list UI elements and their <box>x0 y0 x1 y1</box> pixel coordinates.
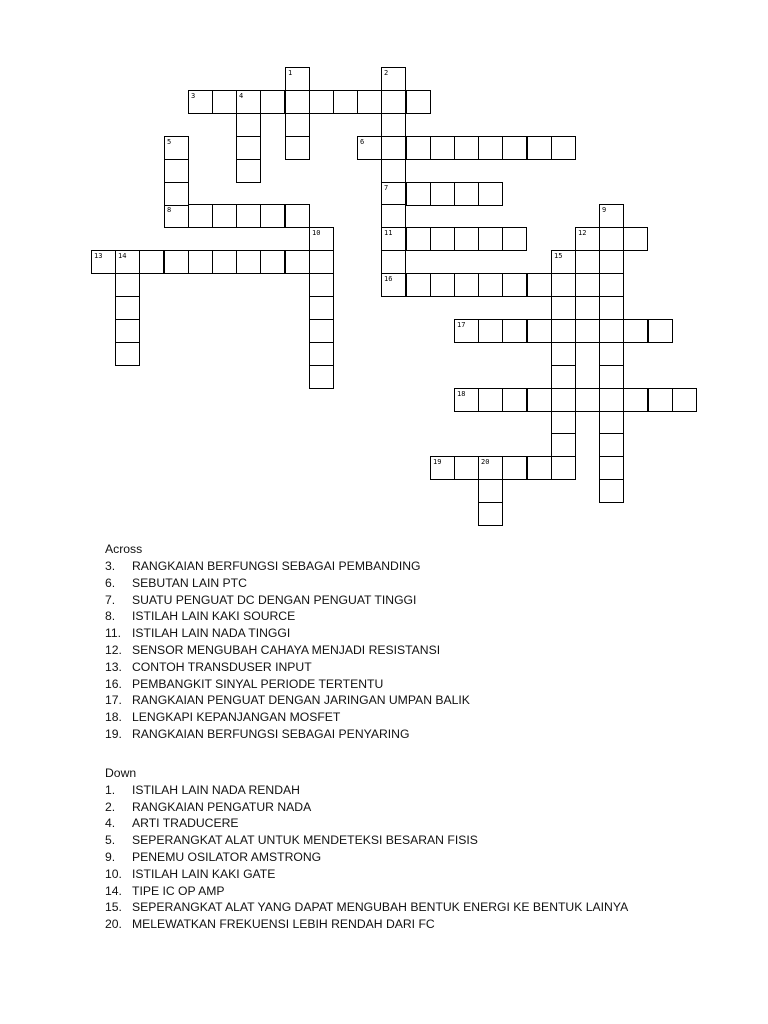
grid-cell[interactable] <box>164 136 189 160</box>
grid-cell[interactable] <box>527 319 552 343</box>
grid-cell[interactable] <box>599 273 624 297</box>
grid-cell[interactable] <box>309 250 334 274</box>
grid-cell[interactable] <box>454 182 479 206</box>
cell-number: 10 <box>312 229 321 237</box>
grid-cell[interactable] <box>236 90 261 114</box>
grid-cell[interactable] <box>478 319 503 343</box>
down-clue <box>105 832 725 849</box>
grid-cell[interactable] <box>236 136 261 160</box>
grid-cell[interactable] <box>188 90 213 114</box>
grid-cell[interactable] <box>551 319 576 343</box>
grid-cell[interactable] <box>527 136 552 160</box>
grid-cell[interactable] <box>599 319 624 343</box>
grid-cell[interactable] <box>430 136 455 160</box>
down-clue <box>105 849 725 866</box>
clue-text: ISTILAH LAIN KAKI SOURCE <box>132 609 296 624</box>
clue-text: SEBUTAN LAIN PTC <box>132 575 247 590</box>
across-clue <box>105 592 725 609</box>
clue-number: 18. <box>105 710 122 725</box>
cell-number: 19 <box>433 458 442 466</box>
grid-cell[interactable] <box>551 273 576 297</box>
clue-text: ISTILAH LAIN NADA TINGGI <box>132 626 291 641</box>
cell-number: 15 <box>554 252 563 260</box>
grid-cell[interactable] <box>309 319 334 343</box>
cell-number: 4 <box>239 92 244 100</box>
grid-cell[interactable] <box>478 136 503 160</box>
clue-text: PEMBANGKIT SINYAL PERIODE TERTENTU <box>132 676 384 691</box>
grid-cell[interactable] <box>575 273 600 297</box>
grid-cell[interactable] <box>357 90 382 114</box>
grid-cell[interactable] <box>478 388 503 412</box>
cell-number: 5 <box>167 138 172 146</box>
grid-cell[interactable] <box>381 90 406 114</box>
grid-cell[interactable] <box>236 159 261 183</box>
clue-number: 8. <box>105 609 116 624</box>
grid-cell[interactable] <box>406 136 431 160</box>
down-clue <box>105 916 725 933</box>
cell-number: 3 <box>191 92 196 100</box>
grid-cell[interactable] <box>406 182 431 206</box>
grid-cell[interactable] <box>575 227 600 251</box>
cell-number: 8 <box>167 206 172 214</box>
across-clue <box>105 625 725 642</box>
grid-cell[interactable] <box>430 273 455 297</box>
down-clue <box>105 815 725 832</box>
across-clue <box>105 575 725 592</box>
clue-text: RANGKAIAN BERFUNGSI SEBAGAI PEMBANDING <box>132 559 421 573</box>
clue-number: 16. <box>105 676 122 691</box>
across-clue <box>105 709 725 726</box>
grid-cell[interactable] <box>502 388 527 412</box>
grid-cell[interactable] <box>648 388 673 412</box>
grid-cell[interactable] <box>551 433 576 457</box>
clue-number: 10. <box>105 866 122 881</box>
clue-text: PENEMU OSILATOR AMSTRONG <box>132 849 322 864</box>
grid-cell[interactable] <box>309 296 334 320</box>
grid-cell[interactable] <box>212 90 237 114</box>
grid-cell[interactable] <box>381 182 406 206</box>
grid-cell[interactable] <box>285 90 310 114</box>
clue-number: 20. <box>105 917 122 932</box>
down-clue <box>105 799 725 816</box>
grid-cell[interactable] <box>260 204 285 228</box>
cell-number: 14 <box>118 252 127 260</box>
grid-cell[interactable] <box>164 159 189 183</box>
clue-list <box>105 541 725 933</box>
grid-cell[interactable] <box>454 273 479 297</box>
clue-number: 15. <box>105 900 122 915</box>
clue-number: 19. <box>105 726 122 741</box>
grid-cell[interactable] <box>551 342 576 366</box>
grid-cell[interactable] <box>599 388 624 412</box>
grid-cell[interactable] <box>285 136 310 160</box>
grid-cell[interactable] <box>406 90 431 114</box>
grid-cell[interactable] <box>502 227 527 251</box>
grid-cell[interactable] <box>139 250 164 274</box>
clue-text: CONTOH TRANSDUSER INPUT <box>132 659 312 674</box>
grid-cell[interactable] <box>599 411 624 435</box>
across-clue <box>105 659 725 676</box>
cell-number: 18 <box>457 390 466 398</box>
grid-cell[interactable] <box>115 273 140 297</box>
grid-cell[interactable] <box>648 319 673 343</box>
grid-cell[interactable] <box>551 388 576 412</box>
across-clue <box>105 692 725 709</box>
clue-number: 11. <box>105 626 122 641</box>
across-clue <box>105 676 725 693</box>
grid-cell[interactable] <box>623 227 648 251</box>
grid-cell[interactable] <box>502 319 527 343</box>
clue-text: TIPE IC OP AMP <box>132 883 225 898</box>
grid-cell[interactable] <box>430 227 455 251</box>
grid-cell[interactable] <box>599 227 624 251</box>
grid-cell[interactable] <box>236 204 261 228</box>
clue-number: 3. <box>105 559 116 573</box>
clue-number: 4. <box>105 816 116 831</box>
grid-cell[interactable] <box>454 227 479 251</box>
across-clue <box>105 642 725 659</box>
grid-cell[interactable] <box>164 250 189 274</box>
clue-number: 9. <box>105 849 116 864</box>
grid-cell[interactable] <box>115 319 140 343</box>
grid-cell[interactable] <box>164 204 189 228</box>
grid-cell[interactable] <box>212 204 237 228</box>
grid-cell[interactable] <box>623 319 648 343</box>
grid-cell[interactable] <box>502 136 527 160</box>
clue-text: LENGKAPI KEPANJANGAN MOSFET <box>132 710 341 725</box>
down-clue <box>105 782 725 799</box>
grid-cell[interactable] <box>188 250 213 274</box>
grid-cell[interactable] <box>381 250 406 274</box>
down-clue <box>105 883 725 900</box>
across-clues <box>105 558 725 743</box>
grid-cell[interactable] <box>502 273 527 297</box>
grid-cell[interactable] <box>309 90 334 114</box>
cell-number: 6 <box>360 138 365 146</box>
grid-cell[interactable] <box>478 273 503 297</box>
grid-cell[interactable] <box>381 204 406 228</box>
grid-cell[interactable] <box>527 388 552 412</box>
grid-cell[interactable] <box>527 273 552 297</box>
clue-number: 6. <box>105 575 116 590</box>
clue-text: MELEWATKAN FREKUENSI LEBIH RENDAH DARI FC <box>132 917 435 932</box>
grid-cell[interactable] <box>599 296 624 320</box>
grid-cell[interactable] <box>672 388 697 412</box>
grid-cell[interactable] <box>575 319 600 343</box>
clue-number: 17. <box>105 693 122 708</box>
grid-cell[interactable] <box>406 273 431 297</box>
grid-cell[interactable] <box>551 296 576 320</box>
clue-text: ISTILAH LAIN KAKI GATE <box>132 866 276 881</box>
down-clue <box>105 866 725 883</box>
grid-cell[interactable] <box>551 456 576 480</box>
grid-cell[interactable] <box>478 227 503 251</box>
grid-cell[interactable] <box>115 296 140 320</box>
grid-cell[interactable] <box>599 365 624 389</box>
across-clue <box>105 558 725 575</box>
grid-cell[interactable] <box>381 113 406 137</box>
cell-number: 9 <box>602 206 607 214</box>
cell-number: 13 <box>94 252 103 260</box>
clue-number: 14. <box>105 883 122 898</box>
grid-cell[interactable] <box>188 204 213 228</box>
cell-number: 2 <box>384 69 389 77</box>
grid-cell[interactable] <box>285 113 310 137</box>
cell-number: 12 <box>578 229 587 237</box>
cell-number: 16 <box>384 275 393 283</box>
grid-cell[interactable] <box>599 479 624 503</box>
down-clue <box>105 899 725 916</box>
cell-number: 20 <box>481 458 490 466</box>
down-clues <box>105 782 725 933</box>
clue-text: SENSOR MENGUBAH CAHAYA MENJADI RESISTANSI <box>132 642 441 657</box>
clue-number: 7. <box>105 592 116 607</box>
grid-cell[interactable] <box>260 90 285 114</box>
grid-cell[interactable] <box>285 204 310 228</box>
cell-number: 11 <box>384 229 393 237</box>
clue-text: SEPERANGKAT ALAT UNTUK MENDETEKSI BESARAN FISIS <box>132 833 478 848</box>
grid-cell[interactable] <box>551 365 576 389</box>
clue-number: 12. <box>105 642 122 657</box>
grid-cell[interactable] <box>599 456 624 480</box>
clue-text: ARTI TRADUCERE <box>132 816 239 831</box>
grid-cell[interactable] <box>551 250 576 274</box>
grid-cell[interactable] <box>454 388 479 412</box>
grid-cell[interactable] <box>454 136 479 160</box>
grid-cell[interactable] <box>599 342 624 366</box>
grid-cell[interactable] <box>285 250 310 274</box>
grid-cell[interactable] <box>478 182 503 206</box>
grid-cell[interactable] <box>381 273 406 297</box>
grid-cell[interactable] <box>309 342 334 366</box>
grid-cell[interactable] <box>599 250 624 274</box>
grid-cell[interactable] <box>212 250 237 274</box>
grid-cell[interactable] <box>599 433 624 457</box>
grid-cell[interactable] <box>285 67 310 91</box>
grid-cell[interactable] <box>115 342 140 366</box>
grid-cell[interactable] <box>164 182 189 206</box>
grid-cell[interactable] <box>260 250 285 274</box>
grid-cell[interactable] <box>333 90 358 114</box>
across-heading: Across <box>105 542 143 556</box>
clue-text: RANGKAIAN PENGUAT DENGAN JARINGAN UMPAN BALIK <box>132 693 470 708</box>
grid-cell[interactable] <box>381 159 406 183</box>
across-clue <box>105 726 725 743</box>
grid-cell[interactable] <box>551 136 576 160</box>
clue-text: ISTILAH LAIN NADA RENDAH <box>132 782 300 797</box>
cell-number: 17 <box>457 321 466 329</box>
clue-text: SEPERANGKAT ALAT YANG DAPAT MENGUBAH BENTUK ENERGI KE BENTUK LAINYA <box>132 900 629 915</box>
grid-cell[interactable] <box>623 388 648 412</box>
grid-cell[interactable] <box>478 479 503 503</box>
grid-cell[interactable] <box>115 250 140 274</box>
grid-cell[interactable] <box>430 182 455 206</box>
grid-cell[interactable] <box>502 456 527 480</box>
grid-cell[interactable] <box>381 67 406 91</box>
grid-cell[interactable] <box>527 456 552 480</box>
clue-number: 5. <box>105 833 116 848</box>
grid-cell[interactable] <box>454 319 479 343</box>
grid-cell[interactable] <box>309 227 334 251</box>
clue-text: RANGKAIAN PENGATUR NADA <box>132 799 312 814</box>
cell-number: 7 <box>384 184 389 192</box>
grid-cell[interactable] <box>478 502 503 526</box>
grid-cell[interactable] <box>381 227 406 251</box>
grid-cell[interactable] <box>381 136 406 160</box>
clue-number: 2. <box>105 799 116 814</box>
grid-cell[interactable] <box>236 113 261 137</box>
grid-cell[interactable] <box>430 456 455 480</box>
grid-cell[interactable] <box>575 388 600 412</box>
clue-number: 13. <box>105 659 122 674</box>
across-clue <box>105 608 725 625</box>
down-heading: Down <box>105 765 137 780</box>
grid-cell[interactable] <box>91 250 116 274</box>
grid-cell[interactable] <box>236 250 261 274</box>
grid-cell[interactable] <box>309 365 334 389</box>
grid-cell[interactable] <box>454 456 479 480</box>
cell-number: 1 <box>288 69 293 77</box>
grid-cell[interactable] <box>406 227 431 251</box>
clue-number: 1. <box>105 782 116 797</box>
grid-cell[interactable] <box>357 136 382 160</box>
grid-cell[interactable] <box>599 204 624 228</box>
clue-text: SUATU PENGUAT DC DENGAN PENGUAT TINGGI <box>132 592 417 607</box>
clue-text: RANGKAIAN BERFUNGSI SEBAGAI PENYARING <box>132 726 410 741</box>
grid-cell[interactable] <box>309 273 334 297</box>
grid-cell[interactable] <box>551 411 576 435</box>
grid-cell[interactable] <box>478 456 503 480</box>
